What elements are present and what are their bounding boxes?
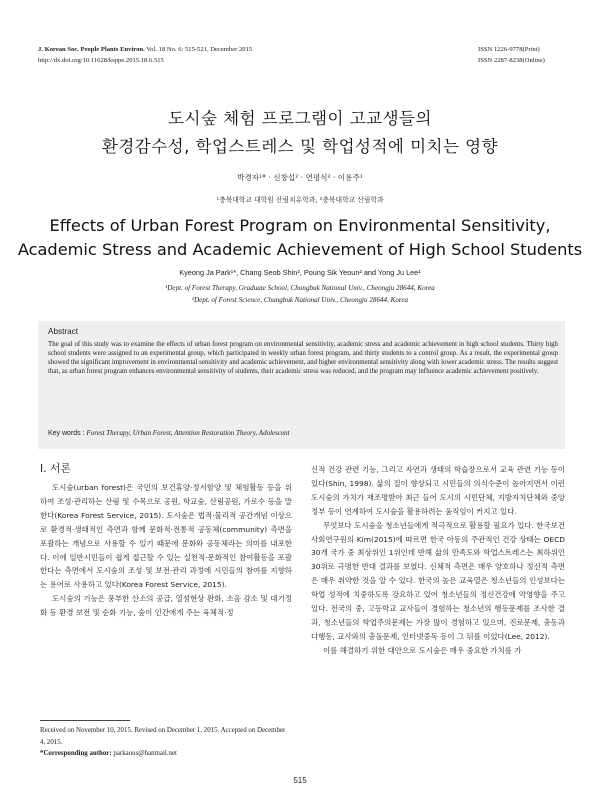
- abstract-body: The goal of this study was to examine the effects of urban forest program on environmental sensitivity, academic stress and academic achievement in high school students. Thirty high school students were assigned to an experimental group, which participated in weekly urban forest program, and thirty students to a control group. As a result, the experimental group showed the significant improvement in environmental sensitivity and academic achievement, and higher environmental sensitivity along with lower academic stress. The results suggest that, as urban forest program enhances environmental sensitivity of students, their academic stress was reduced, and the program may influence academic achievement positively.: [48, 341, 558, 375]
- journal-name: J. Korean Soc. People Plants Environ.: [38, 46, 145, 53]
- intro-paragraph-5: 이를 해결하기 위한 대안으로 도시숲은 매우 중요한 가치를 가: [323, 645, 522, 655]
- keywords-list: Forest Therapy, Urban Forest, Attention Restoration Theory, Adolescent: [86, 429, 290, 437]
- corresponding-email[interactable]: parkaous@hanmail.net: [113, 750, 177, 757]
- keywords-label: Key words :: [48, 430, 87, 437]
- english-affiliation-1: ¹Dept. of Forest Therapy, Graduate School, Chungbuk National Univ., Cheongju 28644, Korea: [165, 284, 435, 292]
- intro-paragraph-3: 신적 건강 관련 기능, 그리고 자연과 생태의 학습장으로서 교육 관련 기능 등이 있다(Shin, 1998). 삶의 질이 향상되고 시민들의 의식수준이 높아지면서 이런 도시숲의 가치가 재조명받아 최근 들어 도시의 시민단체, 지방자치단체와 중앙정부 등이 연계하여 도시숲을 활용하려는 움직임이 커지고 있다.: [311, 465, 565, 516]
- issn-online: ISSN 2287-8238(Online): [478, 57, 545, 64]
- issn-block: [478, 44, 545, 66]
- korean-title-line-2: 환경감수성, 학업스트레스 및 학업성적에 미치는 영향: [101, 137, 499, 156]
- journal-header: [38, 44, 252, 66]
- english-authors: Kyeong Ja Park¹*, Chang Seob Shin², Poung Sik Yeoun² and Yong Ju Lee¹: [179, 268, 421, 277]
- doi-link[interactable]: http://dx.doi.org/10.11628/ksppe.2015.18.6.515: [38, 57, 164, 64]
- corresponding-author: [40, 748, 292, 760]
- footnote-divider: [40, 720, 130, 721]
- intro-paragraph-4: 무엇보다 도시숲을 청소년들에게 적극적으로 활용할 필요가 있다. 한국보건사회연구원의 Kim(2015)에 따르면 한국 아동의 주관적인 건강 상태는 OECD 30개 국가 중 최상위인 1위인데 반해 삶의 만족도와 학업스트레스는 최하위인 30위로 극명한 반대 결과를 보였다. 신체적 측면은 매우 양호하나 정신적 측면은 매우 취약한 것을 알 수 있다. 한국의 높은 교육열은 청소년들의 인성보다는 학업 성적에 치중하도록 강요하고 있어 청소년들의 정신건강에 악영향을 주고 있다. 전국의 중, 고등학교 교사들이 경험하는 청소년의 행동문제를 조사한 결과, 청소년들의 학업주의문제는 가장 많이 경험하고 있으며, 진로문제, 충동과다행동, 교사와의 충돌문제, 인터넷중독 등이 그 뒤를 이었다(Lee, 2012).: [311, 520, 565, 641]
- received-dates: Received on November 10, 2015. Revised on December 1, 2015. Accepted on December 4, 2015.: [40, 727, 286, 746]
- journal-volume: Vol. 18 No. 6: 515-521, December 2015: [144, 46, 253, 53]
- intro-paragraph-2: 도시숲의 기능은 풍부한 산소의 공급, 열섬현상 완화, 소음 감소 및 대기정화 등 환경 보전 및 순화 기능, 숲이 인간에게 주는 육체적·정: [40, 594, 292, 618]
- korean-affiliation: ¹충북대학교 대학원 산림치유학과, ²충북대학교 산림학과: [216, 196, 384, 204]
- korean-authors: 박경자¹* · 신창섭² · 연평식² · 이용주¹: [237, 173, 363, 182]
- issn-print: ISSN 1226-9778(Print): [478, 46, 540, 53]
- page-number: 515: [293, 776, 307, 785]
- keywords: [48, 429, 290, 437]
- abstract-heading: Abstract: [48, 327, 79, 336]
- journal-citation: [38, 44, 252, 55]
- footnote: [40, 725, 292, 760]
- korean-title-line-1: 도시숲 체험 프로그램이 고교생들의: [168, 109, 432, 128]
- english-affiliation-2: ²Dept. of Forest Science, Chungbuk National Univ., Cheongju 28644, Korea: [191, 296, 409, 304]
- left-column: [40, 481, 292, 620]
- english-title-line-2: Academic Stress and Academic Achievement of High School Students: [17, 240, 583, 259]
- intro-paragraph-1: 도시숲(urban forest)은 국민의 보건휴양·정서함양 및 체험활동 등을 위하여 조성·관리하는 산림 및 수목으로 공원, 학교숲, 산림공원, 가로수 등을 말한다(Korea Forest Service, 2015). 도시숲은 법적·물리적 공간개념 이상으로 환경적·생태적인 측면과 함께 문화적·전통적 공동체(community) 측면을 포괄하는 개념으로 사용할 수 있기 때문에 문화와 공동체라는 의미를 내포한다. 이에 일반시민들이 쉽게 접근할 수 있는 실천적·문화적인 참여활동을 포괄한다는 측면에서 도시숲의 조성 및 보전·관리 과정에 시민들의 참여를 지향하는 용어로 사용하고 있다(Korea Forest Service, 2015).: [40, 483, 292, 590]
- section-heading-introduction: Ⅰ. 서론: [40, 462, 71, 475]
- corresponding-label: *Corresponding author:: [40, 750, 114, 757]
- english-title-line-1: Effects of Urban Forest Program on Environmental Sensitivity,: [49, 216, 551, 235]
- right-column: [311, 463, 565, 658]
- abstract-box: [38, 321, 565, 449]
